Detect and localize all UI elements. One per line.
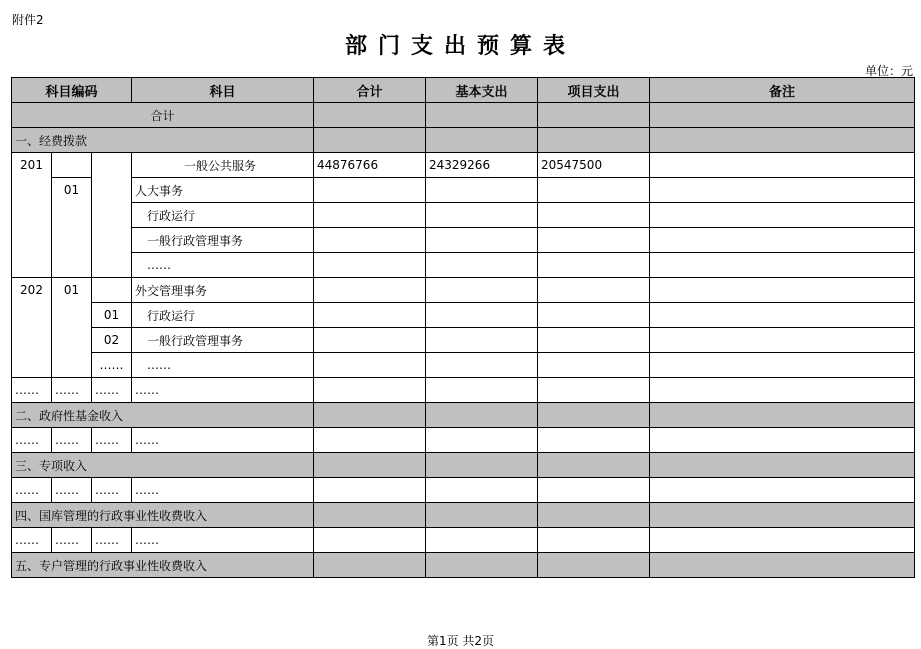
table-row bbox=[12, 178, 915, 203]
cell bbox=[538, 428, 650, 453]
page-title: 部门支出预算表 bbox=[344, 34, 576, 59]
budget-table bbox=[11, 77, 915, 578]
section-row bbox=[12, 128, 915, 153]
cell bbox=[650, 528, 915, 553]
cell bbox=[538, 528, 650, 553]
subject-name: 一般公共服务 bbox=[132, 153, 314, 178]
cell bbox=[650, 203, 915, 228]
code-level3: 02 bbox=[92, 328, 132, 353]
ellipsis-cell: …… bbox=[92, 428, 132, 453]
cell bbox=[426, 503, 538, 528]
cell bbox=[426, 278, 538, 303]
section-label: 三、专项收入 bbox=[12, 453, 314, 478]
ellipsis-cell: …… bbox=[52, 528, 92, 553]
ellipsis-cell: …… bbox=[12, 528, 52, 553]
cell bbox=[314, 353, 426, 378]
cell bbox=[52, 153, 92, 178]
cell bbox=[426, 303, 538, 328]
basic-value: 24329266 bbox=[426, 153, 538, 178]
header-subject: 科目 bbox=[132, 78, 314, 103]
cell bbox=[538, 353, 650, 378]
unit-label: 单位：元 bbox=[864, 64, 913, 78]
table-row bbox=[12, 253, 915, 278]
ellipsis-cell: …… bbox=[132, 528, 314, 553]
subject-name: 外交管理事务 bbox=[132, 278, 314, 303]
table-row bbox=[12, 528, 915, 553]
subject-name: …… bbox=[132, 253, 314, 278]
header-note: 备注 bbox=[650, 78, 915, 103]
cell bbox=[650, 403, 915, 428]
attachment-label: 附件2 bbox=[12, 13, 44, 27]
subject-name: 行政运行 bbox=[132, 303, 314, 328]
code-level3: …… bbox=[92, 353, 132, 378]
cell bbox=[314, 178, 426, 203]
section-row bbox=[12, 403, 915, 428]
total-row bbox=[12, 103, 915, 128]
cell bbox=[314, 478, 426, 503]
cell bbox=[314, 428, 426, 453]
code-level1: 201 bbox=[12, 153, 52, 278]
cell bbox=[650, 103, 915, 128]
cell bbox=[650, 553, 915, 578]
ellipsis-cell: …… bbox=[92, 478, 132, 503]
cell bbox=[314, 253, 426, 278]
header-total: 合计 bbox=[314, 78, 426, 103]
ellipsis-cell: …… bbox=[132, 378, 314, 403]
table-row bbox=[12, 153, 915, 178]
table-row bbox=[12, 353, 915, 378]
ellipsis-cell: …… bbox=[92, 378, 132, 403]
table-row bbox=[12, 278, 915, 303]
cell bbox=[650, 303, 915, 328]
cell bbox=[314, 553, 426, 578]
cell bbox=[314, 403, 426, 428]
ellipsis-cell: …… bbox=[12, 478, 52, 503]
total-label: 合计 bbox=[12, 103, 314, 128]
cell bbox=[426, 478, 538, 503]
page-footer: 第1页 共2页 bbox=[426, 634, 495, 648]
cell bbox=[314, 278, 426, 303]
cell bbox=[538, 378, 650, 403]
cell bbox=[538, 203, 650, 228]
cell bbox=[650, 328, 915, 353]
ellipsis-cell: …… bbox=[12, 428, 52, 453]
table-row bbox=[12, 378, 915, 403]
cell bbox=[538, 103, 650, 128]
cell bbox=[314, 128, 426, 153]
code-level1: 202 bbox=[12, 278, 52, 378]
table-row bbox=[12, 428, 915, 453]
header-code: 科目编码 bbox=[12, 78, 132, 103]
subject-name: 人大事务 bbox=[132, 178, 314, 203]
cell bbox=[650, 428, 915, 453]
cell bbox=[538, 478, 650, 503]
section-label: 四、国库管理的行政事业性收费收入 bbox=[12, 503, 314, 528]
ellipsis-cell: …… bbox=[52, 378, 92, 403]
cell bbox=[538, 328, 650, 353]
cell bbox=[426, 353, 538, 378]
cell bbox=[314, 103, 426, 128]
header-basic: 基本支出 bbox=[426, 78, 538, 103]
cell bbox=[650, 378, 915, 403]
header-row bbox=[12, 78, 915, 103]
cell bbox=[426, 103, 538, 128]
cell bbox=[538, 128, 650, 153]
cell bbox=[426, 553, 538, 578]
cell bbox=[92, 153, 132, 278]
code-level3: 01 bbox=[92, 303, 132, 328]
cell bbox=[426, 253, 538, 278]
cell bbox=[650, 128, 915, 153]
ellipsis-cell: …… bbox=[12, 378, 52, 403]
cell bbox=[538, 503, 650, 528]
cell bbox=[538, 228, 650, 253]
code-level2: 01 bbox=[52, 178, 92, 278]
cell bbox=[650, 228, 915, 253]
cell bbox=[314, 203, 426, 228]
note-cell bbox=[650, 153, 915, 178]
cell bbox=[314, 453, 426, 478]
ellipsis-cell: …… bbox=[92, 528, 132, 553]
cell bbox=[650, 253, 915, 278]
table-row bbox=[12, 478, 915, 503]
cell bbox=[314, 528, 426, 553]
section-row bbox=[12, 503, 915, 528]
ellipsis-cell: …… bbox=[52, 428, 92, 453]
table-row bbox=[12, 228, 915, 253]
cell bbox=[650, 478, 915, 503]
total-value: 44876766 bbox=[314, 153, 426, 178]
section-row bbox=[12, 553, 915, 578]
subject-name: 行政运行 bbox=[132, 203, 314, 228]
cell bbox=[314, 503, 426, 528]
cell bbox=[650, 453, 915, 478]
cell bbox=[426, 528, 538, 553]
table-row bbox=[12, 328, 915, 353]
cell bbox=[538, 253, 650, 278]
cell bbox=[426, 403, 538, 428]
cell bbox=[426, 453, 538, 478]
cell bbox=[426, 228, 538, 253]
section-label: 五、专户管理的行政事业性收费收入 bbox=[12, 553, 314, 578]
cell bbox=[426, 203, 538, 228]
header-project: 项目支出 bbox=[538, 78, 650, 103]
cell bbox=[650, 278, 915, 303]
subject-name: …… bbox=[132, 353, 314, 378]
cell bbox=[314, 378, 426, 403]
cell bbox=[426, 128, 538, 153]
cell bbox=[538, 278, 650, 303]
table-row bbox=[12, 303, 915, 328]
cell bbox=[314, 303, 426, 328]
cell bbox=[426, 428, 538, 453]
subject-name: 一般行政管理事务 bbox=[132, 228, 314, 253]
table-row bbox=[12, 203, 915, 228]
cell bbox=[650, 353, 915, 378]
cell bbox=[538, 553, 650, 578]
cell bbox=[314, 228, 426, 253]
cell bbox=[426, 378, 538, 403]
cell bbox=[650, 503, 915, 528]
section-label: 一、经费拨款 bbox=[12, 128, 314, 153]
code-level2: 01 bbox=[52, 278, 92, 378]
cell bbox=[538, 403, 650, 428]
subject-name: 一般行政管理事务 bbox=[132, 328, 314, 353]
cell bbox=[650, 178, 915, 203]
cell bbox=[92, 278, 132, 303]
section-label: 二、政府性基金收入 bbox=[12, 403, 314, 428]
project-value: 20547500 bbox=[538, 153, 650, 178]
section-row bbox=[12, 453, 915, 478]
cell bbox=[426, 328, 538, 353]
cell bbox=[314, 328, 426, 353]
ellipsis-cell: …… bbox=[132, 428, 314, 453]
cell bbox=[538, 303, 650, 328]
ellipsis-cell: …… bbox=[52, 478, 92, 503]
cell bbox=[426, 178, 538, 203]
cell bbox=[538, 178, 650, 203]
cell bbox=[538, 453, 650, 478]
ellipsis-cell: …… bbox=[132, 478, 314, 503]
